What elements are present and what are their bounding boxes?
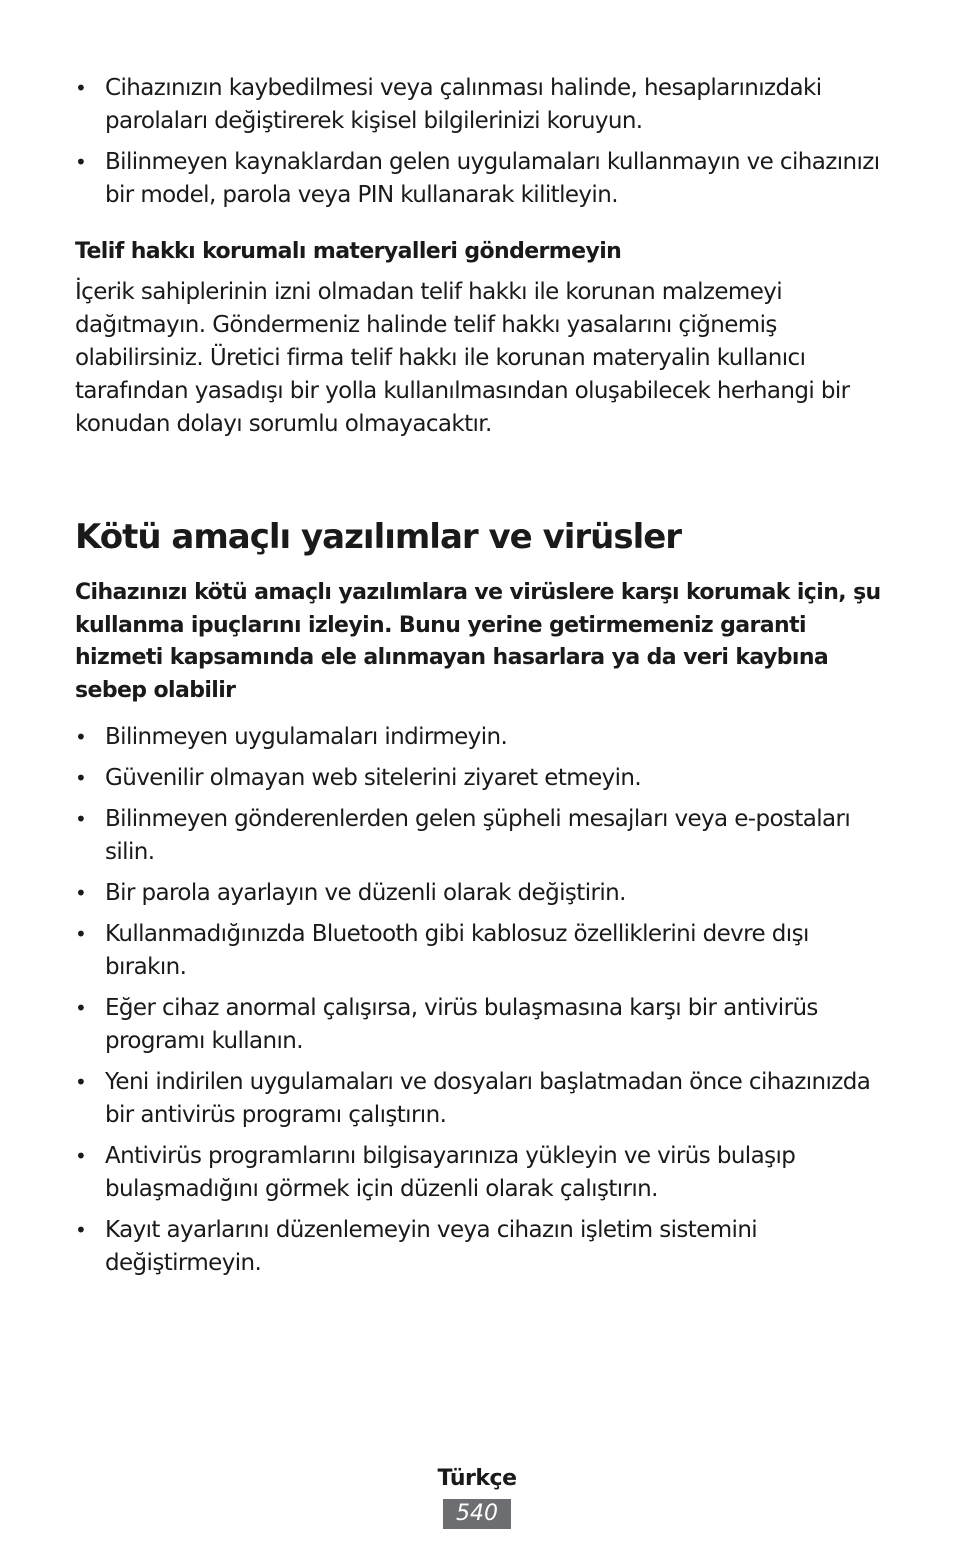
list-item — [75, 803, 885, 869]
list-item-text: Bilinmeyen uygulamaları indirmeyin. — [105, 724, 508, 750]
list-item — [75, 1214, 885, 1280]
bullet-icon: • — [75, 996, 87, 1020]
page-number: 540 — [443, 1499, 511, 1529]
document-page — [75, 72, 885, 1288]
copyright-heading: Telif hakkı korumalı materyalleri göndermeyin — [75, 239, 622, 264]
section-title: Kötü amaçlı yazılımlar ve virüsler — [75, 517, 682, 557]
list-item — [75, 72, 885, 138]
bullet-icon: • — [75, 150, 87, 174]
bullet-icon: • — [75, 881, 87, 905]
bullet-icon: • — [75, 1070, 87, 1094]
list-item — [75, 1140, 885, 1206]
list-item — [75, 762, 885, 795]
list-item-text: Güvenilir olmayan web sitelerini ziyaret etmeyin. — [105, 765, 642, 791]
list-item-text: Cihazınızın kaybedilmesi veya çalınması halinde, hesaplarınızdaki parolaları değiştirerek kişisel bilgilerinizi koruyun. — [105, 75, 822, 134]
list-item — [75, 992, 885, 1058]
list-item-text: Kullanmadığınızda Bluetooth gibi kablosuz özelliklerini devre dışı bırakın. — [105, 921, 809, 980]
list-item-text: Bilinmeyen kaynaklardan gelen uygulamaları kullanmayın ve cihazınızı bir model, parola veya PIN kullanarak kilitleyin. — [105, 149, 880, 208]
list-item-text: Eğer cihaz anormal çalışırsa, virüs bulaşmasına karşı bir antivirüs programı kullanın. — [105, 995, 818, 1054]
list-item-text: Yeni indirilen uygulamaları ve dosyaları başlatmadan önce cihazınızda bir antivirüs programı çalıştırın. — [105, 1069, 871, 1128]
bullet-icon: • — [75, 725, 87, 749]
list-item — [75, 146, 885, 212]
malware-tips-list — [75, 721, 885, 1280]
bullet-icon: • — [75, 807, 87, 831]
bullet-icon: • — [75, 766, 87, 790]
list-item-text: Antivirüs programlarını bilgisayarınıza yükleyin ve virüs bulaşıp bulaşmadığını görmek için düzenli olarak çalıştırın. — [105, 1143, 796, 1202]
section-intro: Cihazınızı kötü amaçlı yazılımlara ve virüslere karşı korumak için, şu kullanma ipuçlarını izleyin. Bunu yerine getirmemeniz garanti hizmeti kapsamında ele alınmayan hasarlara ya da veri kaybına sebep olabilir — [75, 580, 881, 703]
list-item — [75, 918, 885, 984]
list-item-text: Kayıt ayarlarını düzenlemeyin veya cihazın işletim sistemini değiştirmeyin. — [105, 1217, 758, 1276]
copyright-paragraph: İçerik sahiplerinin izni olmadan telif hakkı ile korunan malzemeyi dağıtmayın. Göndermeniz halinde telif hakkı yasalarını çiğnemiş olabilirsiniz. Üretici firma telif hakkı ile korunan materyalin kullanıcı tarafından yasadışı bir yolla kullanılmasından oluşabilecek herhangi bir konudan dolayı sorumlu olmayacaktır. — [75, 279, 850, 437]
list-item-text: Bir parola ayarlayın ve düzenli olarak değiştirin. — [105, 880, 626, 906]
bullet-icon: • — [75, 922, 87, 946]
page-footer — [0, 1463, 954, 1529]
list-item-text: Bilinmeyen gönderenlerden gelen şüpheli mesajları veya e-postaları silin. — [105, 806, 851, 865]
list-item — [75, 877, 885, 910]
list-item — [75, 721, 885, 754]
list-item — [75, 1066, 885, 1132]
footer-language: Türkçe — [437, 1466, 517, 1491]
security-tips-list — [75, 72, 885, 212]
bullet-icon: • — [75, 1144, 87, 1168]
bullet-icon: • — [75, 1218, 87, 1242]
bullet-icon: • — [75, 76, 87, 100]
